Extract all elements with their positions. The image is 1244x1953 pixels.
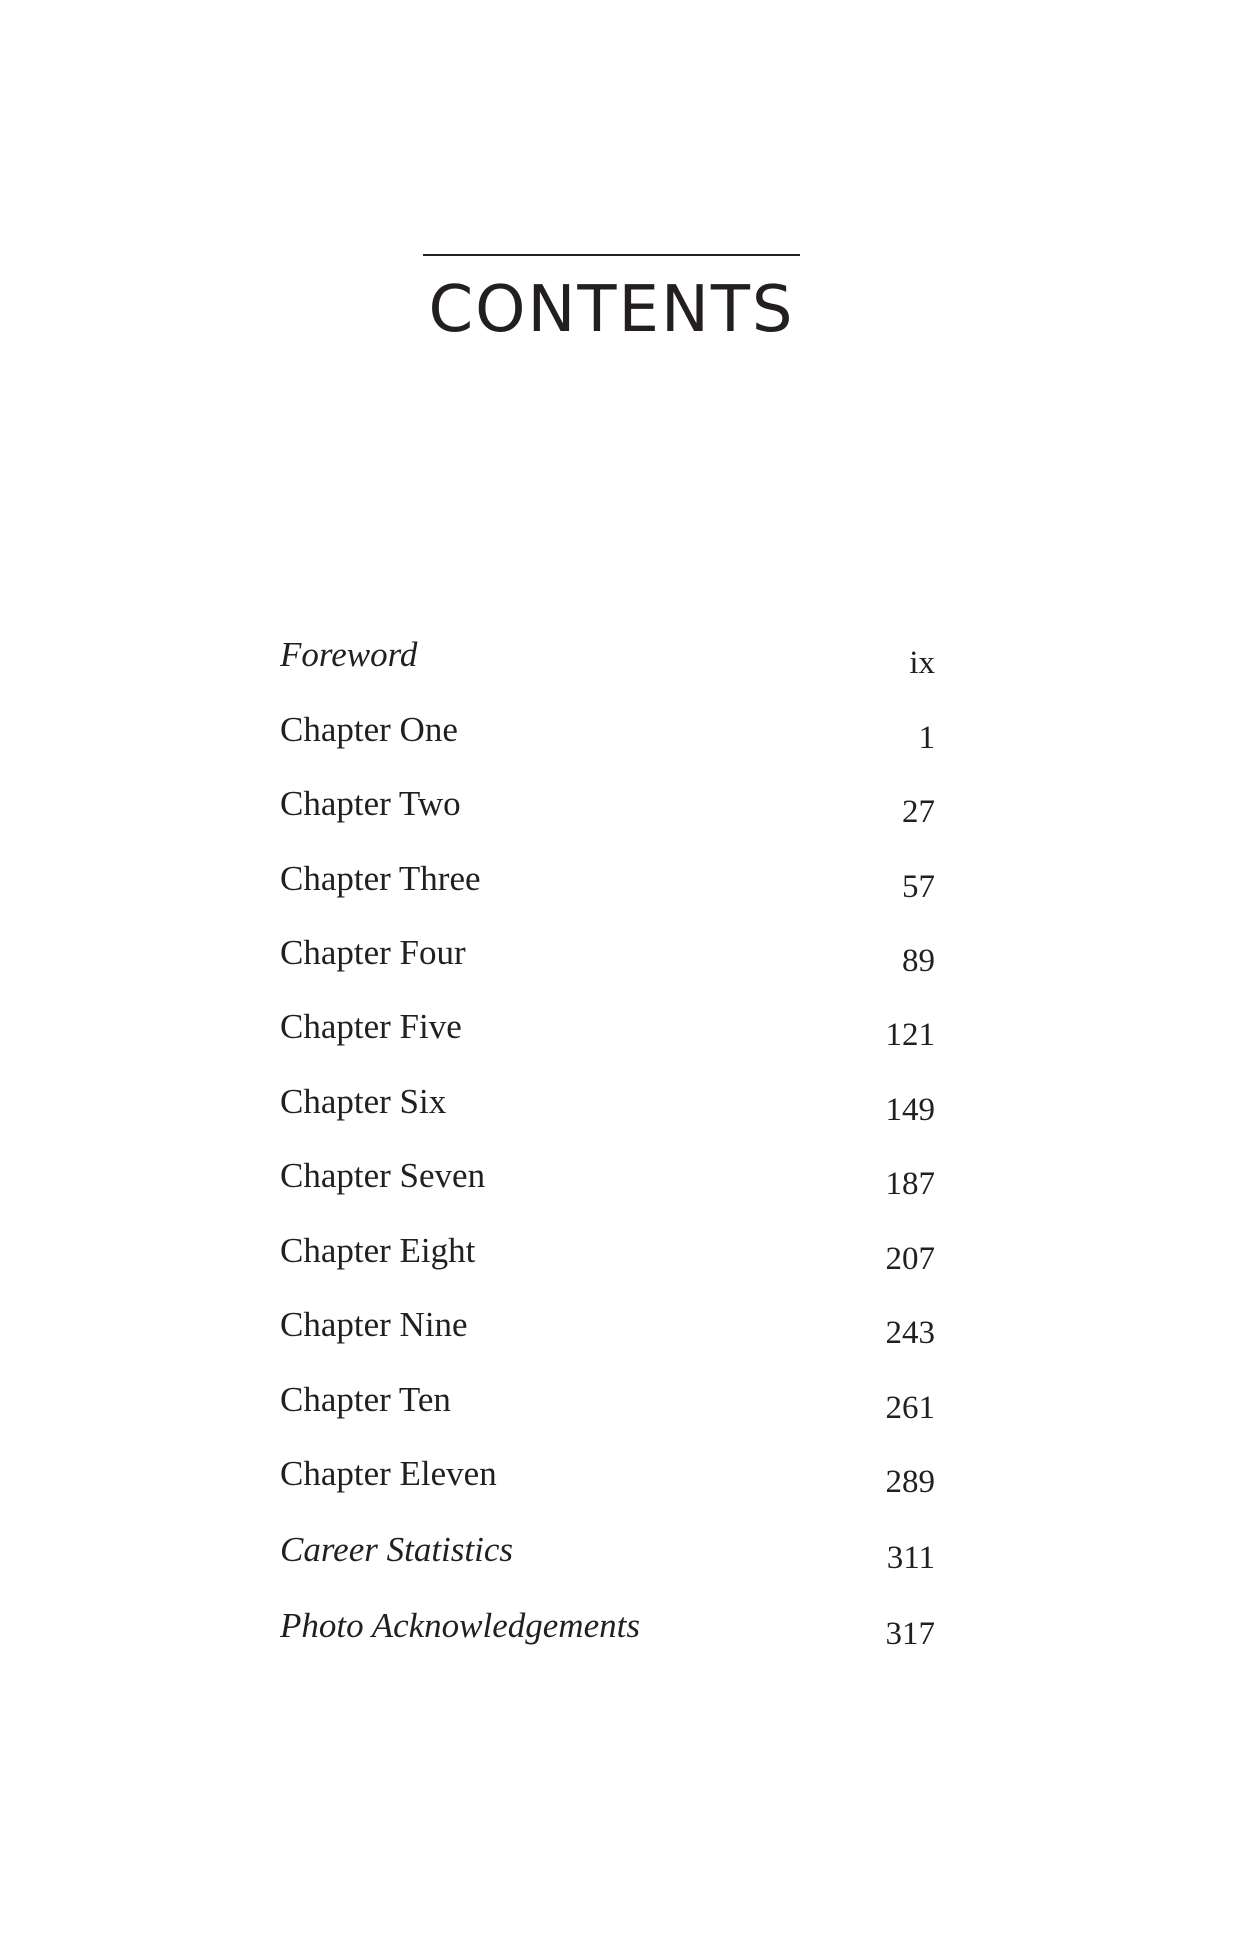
toc-entry-page-number: 207 bbox=[885, 1241, 935, 1277]
toc-entry-page-number: 311 bbox=[886, 1540, 935, 1576]
toc-entry bbox=[280, 1226, 935, 1276]
toc-entry-label: Photo Acknowledgements bbox=[280, 1606, 640, 1645]
toc-entry bbox=[280, 854, 935, 904]
toc-entry bbox=[280, 1151, 935, 1201]
toc-entry-page-number: 27 bbox=[902, 794, 935, 830]
toc-entry-label: Chapter Two bbox=[280, 784, 461, 823]
toc-entry-label: Chapter Three bbox=[280, 859, 481, 898]
toc-entry-page-number: 1 bbox=[918, 720, 935, 756]
toc-entry-label: Chapter Eight bbox=[280, 1231, 476, 1270]
toc-entry-label: Chapter Four bbox=[280, 933, 466, 972]
toc-entry bbox=[280, 1300, 935, 1350]
toc-entry-label: Chapter Seven bbox=[280, 1156, 486, 1195]
toc-entry-page-number: 121 bbox=[885, 1017, 935, 1053]
toc-entry-page-number: ix bbox=[909, 645, 935, 681]
toc-entry bbox=[280, 630, 935, 680]
toc-entry-label: Foreword bbox=[280, 635, 418, 674]
toc-entry bbox=[280, 928, 935, 978]
toc-entry-label: Chapter Six bbox=[280, 1082, 447, 1121]
toc-entry-page-number: 187 bbox=[885, 1166, 935, 1202]
page-title: CONTENTS bbox=[428, 273, 795, 347]
toc-entry-label: Career Statistics bbox=[280, 1530, 514, 1569]
toc-entry-label: Chapter Ten bbox=[280, 1380, 451, 1419]
toc-entry-page-number: 261 bbox=[885, 1390, 935, 1426]
toc-entry-page-number: 317 bbox=[885, 1616, 935, 1652]
toc-entry bbox=[280, 1002, 935, 1052]
toc-entry bbox=[280, 779, 935, 829]
toc-entry bbox=[280, 1601, 935, 1651]
toc-entry bbox=[280, 705, 935, 755]
toc-entry bbox=[280, 1375, 935, 1425]
toc-entry-page-number: 149 bbox=[885, 1092, 935, 1128]
toc-entry-label: Chapter One bbox=[280, 710, 458, 749]
toc-entry bbox=[280, 1525, 935, 1575]
toc-entry-label: Chapter Five bbox=[280, 1007, 462, 1046]
toc-entry-page-number: 89 bbox=[902, 943, 935, 979]
toc-entry-label: Chapter Nine bbox=[280, 1305, 468, 1344]
toc-entry bbox=[280, 1449, 935, 1499]
toc-entry bbox=[280, 1077, 935, 1127]
toc-entry-page-number: 57 bbox=[902, 869, 935, 905]
toc-entry-page-number: 289 bbox=[885, 1464, 935, 1500]
toc-entry-label: Chapter Eleven bbox=[280, 1454, 497, 1493]
toc-entry-page-number: 243 bbox=[885, 1315, 935, 1351]
